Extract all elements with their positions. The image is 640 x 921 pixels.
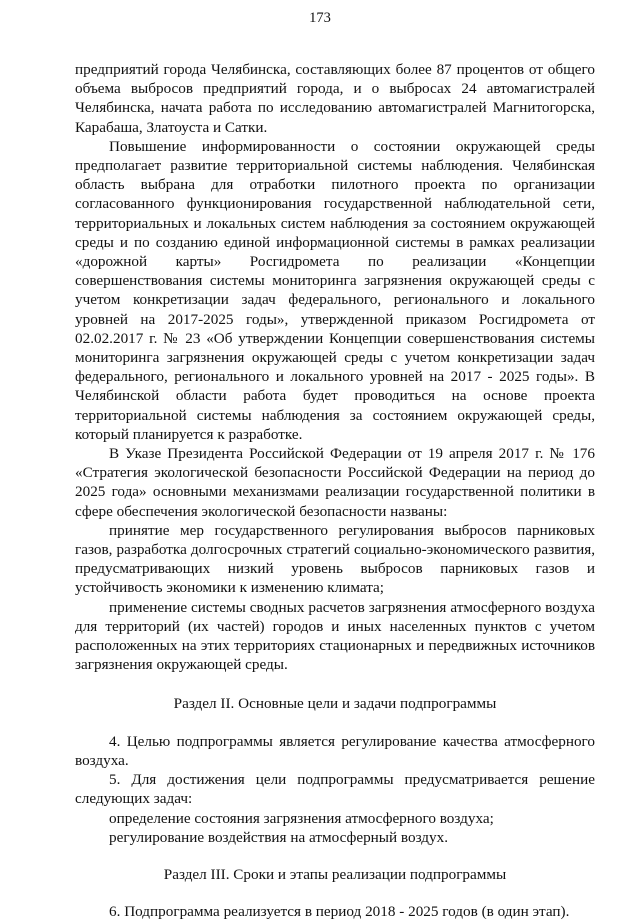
section-heading-2: Раздел II. Основные цели и задачи подпрограммы (173, 694, 497, 712)
section-heading-3: Раздел III. Сроки и этапы реализации подпрограммы (163, 865, 507, 883)
paragraph-9: регулирование воздействия на атмосферный воздух. (109, 828, 449, 846)
paragraph-5: применение системы сводных расчетов загрязнения атмосферного воздуха для территорий (их частей) городов и иных населенных пунктов с учетом расположенных на этих территориях стационарных и передвижных источников загрязнения окружающей среды. (75, 598, 595, 674)
paragraph-3: В Указе Президента Российской Федерации от 19 апреля 2017 г. № 176 «Стратегия экологической безопасности Российской Федерации на период до 2025 года» основными механизмами реализации государственной политики в сфере обеспечения экологической безопасности названы: (75, 445, 595, 520)
page-number: 173 (309, 10, 331, 26)
paragraph-4: принятие мер государственного регулирования выбросов парниковых газов, разработка долгосрочных стратегий социально-экономического развития, предусматривающих низкий уровень выбросов парниковых газов и устойчивость экономики к изменению климата; (75, 521, 595, 597)
paragraph-7: 5. Для достижения цели подпрограммы предусматривается решение следующих задач: (75, 771, 595, 808)
paragraph-1: предприятий города Челябинска, составляющих более 87 процентов от общего объема выбросов предприятий города, и о выбросах 24 автомагистралей Челябинска, начата работа по исследованию автомагистралей Магнитогорска, Карабаша, Златоуста и Сатки. (75, 61, 595, 136)
paragraph-8: определение состояния загрязнения атмосферного воздуха; (109, 809, 494, 827)
paragraph-6: 4. Целью подпрограммы является регулирование качества атмосферного воздуха. (75, 732, 595, 769)
paragraph-2: Повышение информированности о состоянии окружающей среды предполагает развитие территориальной системы наблюдения. Челябинская область выбрана для отработки пилотного проекта по организации согласованного функционирования государственной наблюдательной сети, территориальных и локальных систем наблюдения за состоянием окружающей среды и по созданию единой информационной системы в рамках реализации «дорожной карты» Росгидромета по реализации «Концепции совершенствования системы мониторинга загрязнения окружающей среды с учетом конкретизации задач федерального, регионального и локального уровней на 2017-2025 годы», утвержденной приказом Росгидромета от 02.02.2017 г. № 23 «Об утверждении Концепции совершенствования системы мониторинга загрязнения окружающей среды с учетом конкретизации задач федерального, регионального и локального уровней на 2017 - 2025 годы». В Челябинской области работа будет проводиться на основе проекта территориальной системы наблюдения за состоянием окружающей среды, который планируется к разработке. (75, 137, 595, 443)
page-content (75, 60, 595, 921)
paragraph-10: 6. Подпрограмма реализуется в период 2018 - 2025 годов (в один этап). (109, 903, 570, 921)
